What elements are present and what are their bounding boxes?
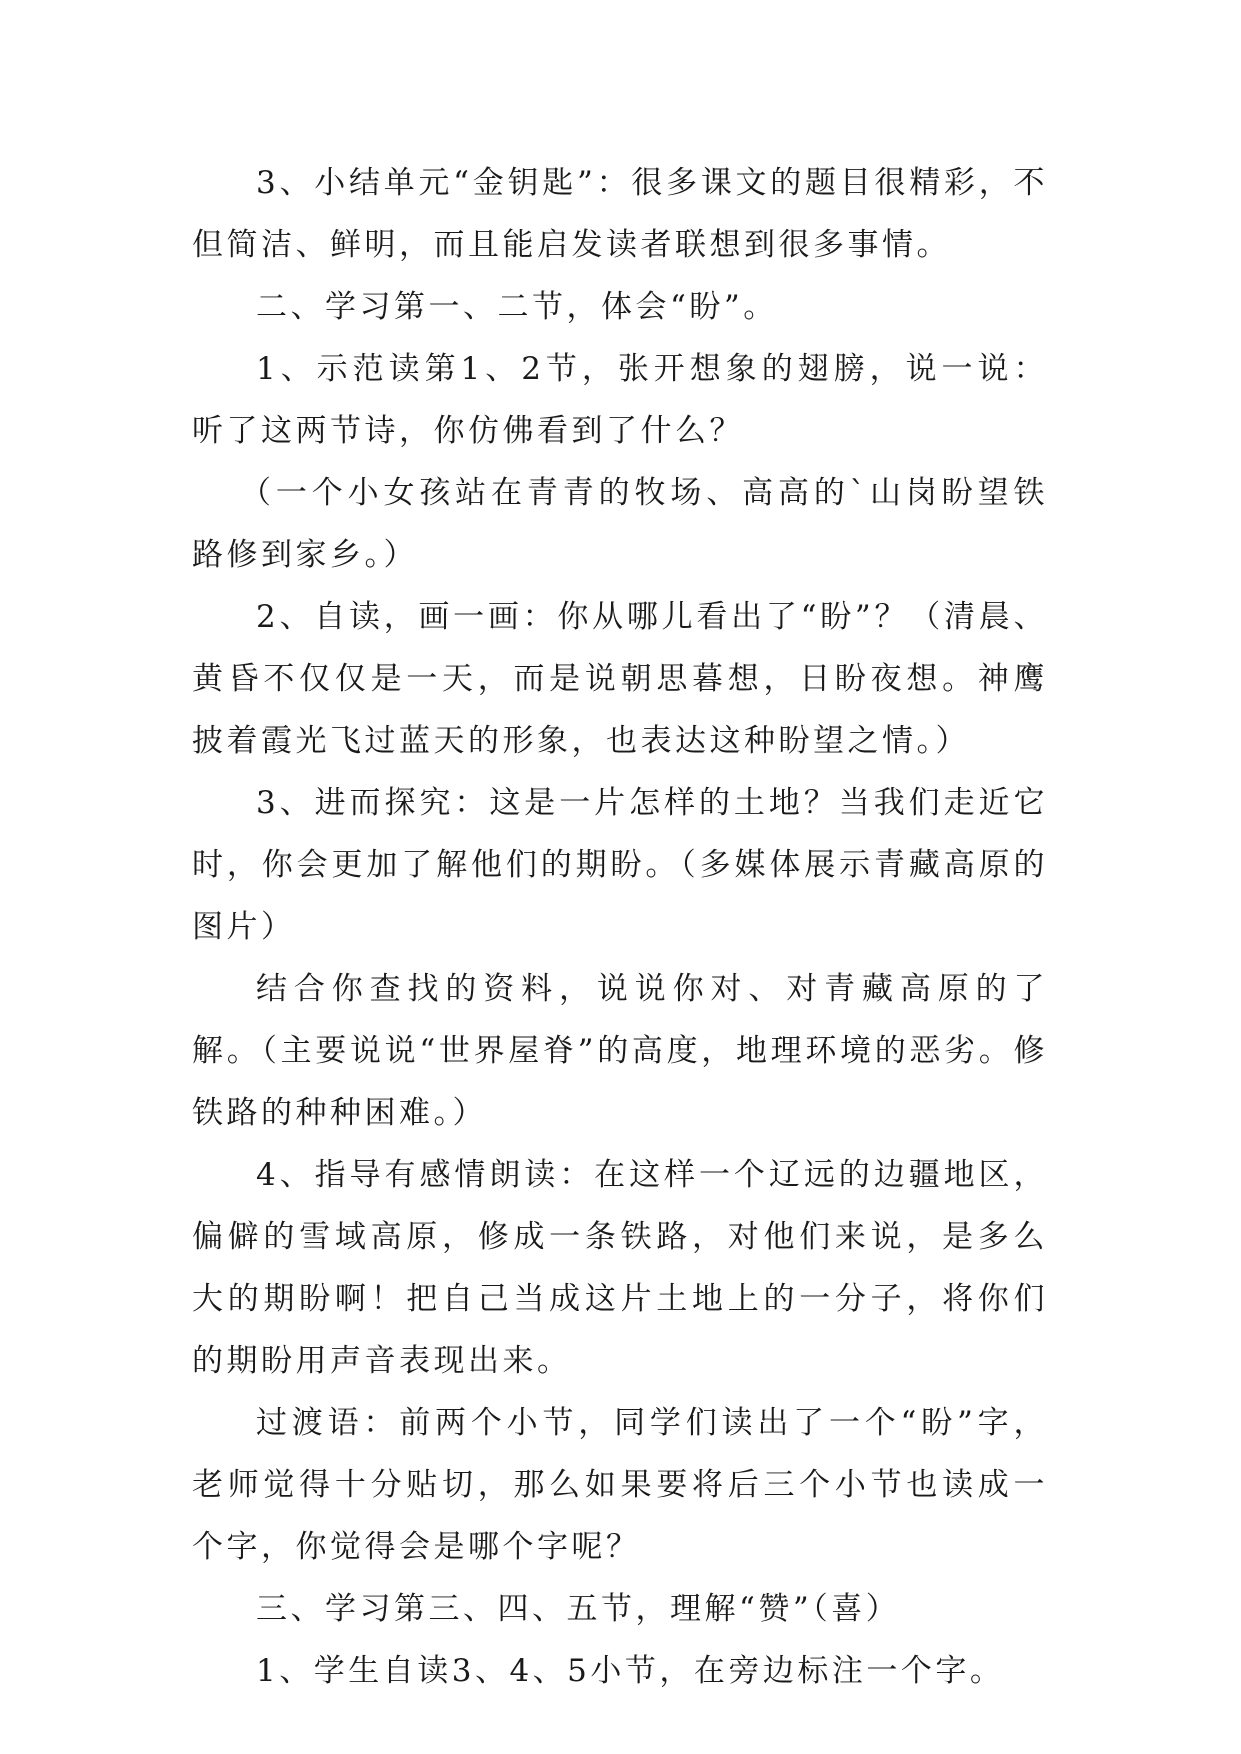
paragraph-guided-reading: 4、指导有感情朗读：在这样一个辽远的边疆地区，偏僻的雪域高原，修成一条铁路，对他们来说，是多么大的期盼啊！把自己当成这片土地上的一分子，将你们的期盼用声音表现出来。 — [192, 1157, 1048, 1379]
paragraph-materials: 结合你查找的资料，说说你对、对青藏高原的了解。（主要说说“世界屋脊”的高度，地理环境的恶劣。修铁路的种种困难。） — [192, 971, 1048, 1131]
paragraph-transition: 过渡语：前两个小节，同学们读出了一个“盼”字，老师觉得十分贴切，那么如果要将后三个小节也读成一个字，你觉得会是哪个字呢？ — [192, 1405, 1048, 1565]
paragraph-model-reading: 1、示范读第1、2节，张开想象的翅膀，说一说：听了这两节诗，你仿佛看到了什么？ — [192, 351, 1048, 449]
paragraph-student-reading: 1、学生自读3、4、5小节，在旁边标注一个字。 — [256, 1653, 1005, 1689]
paragraph-explore: 3、进而探究：这是一片怎样的土地？当我们走近它时，你会更加了解他们的期盼。（多媒体展示青藏高原的图片） — [192, 785, 1048, 945]
paragraph-summary-golden-key: 3、小结单元“金钥匙”：很多课文的题目很精彩，不但简洁、鲜明，而且能启发读者联想到很多事情。 — [192, 165, 1048, 263]
document-body — [192, 152, 1048, 1702]
section-heading-two: 二、学习第一、二节，体会“盼”。 — [256, 289, 778, 325]
section-heading-three: 三、学习第三、四、五节，理解“赞”（喜） — [256, 1591, 901, 1627]
paragraph-answer-girl: （一个小女孩站在青青的牧场、高高的`山岗盼望铁路修到家乡。） — [192, 475, 1048, 573]
paragraph-self-reading: 2、自读，画一画：你从哪儿看出了“盼”？（清晨、黄昏不仅仅是一天，而是说朝思暮想，日盼夜想。神鹰披着霞光飞过蓝天的形象，也表达这种盼望之情。） — [192, 599, 1048, 759]
